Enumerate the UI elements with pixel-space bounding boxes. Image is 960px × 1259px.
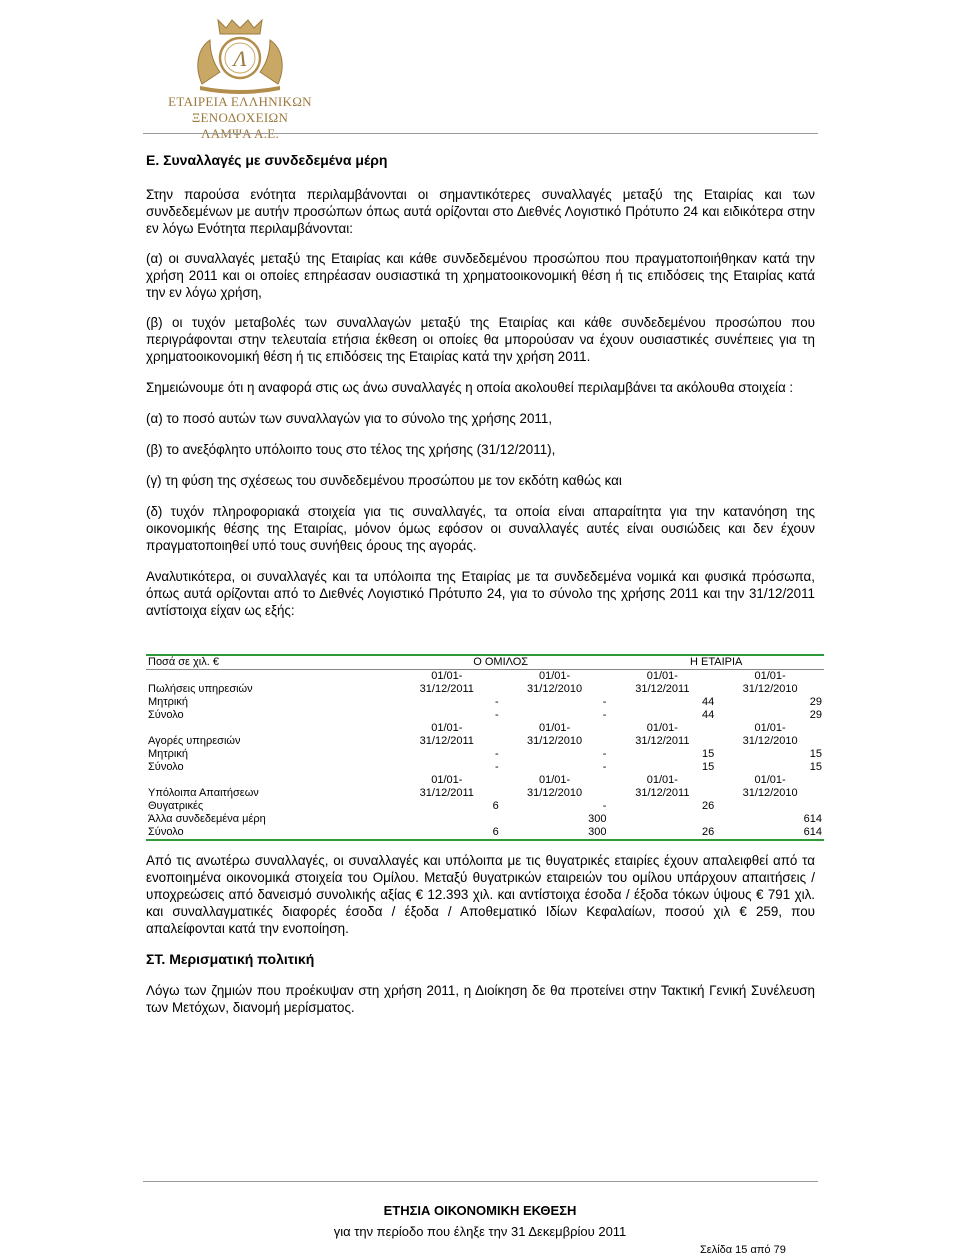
item-a: (α) το ποσό αυτών των συναλλαγών για το σύνολο της χρήσης 2011, — [146, 411, 553, 426]
row-value: 29 — [809, 709, 822, 721]
group-header: Ο ΟΜΙΛΟΣ — [393, 655, 609, 670]
table-row — [146, 748, 824, 761]
table-row — [146, 826, 824, 840]
period-cell: 01/01- 31/12/2010 — [742, 722, 798, 747]
footer-rule — [143, 1181, 818, 1182]
table-row — [146, 761, 824, 774]
row-label: Άλλα συνδεδεμένα μέρη — [148, 813, 266, 825]
after-table-content — [146, 852, 815, 1016]
row-label: Θυγατρικές — [148, 800, 204, 812]
period-cell: 01/01- 31/12/2010 — [742, 774, 798, 799]
company-header-cell: Η ΕΤΑΙΡΙΑ — [608, 655, 824, 670]
company-header — [140, 14, 340, 142]
period-cell: 01/01- 31/12/2010 — [527, 722, 583, 747]
row-value: 26 — [608, 826, 716, 840]
row-value: 6 — [393, 826, 501, 840]
section-header-receivables — [146, 774, 824, 800]
item-b: (β) το ανεξόφλητο υπόλοιπο τους στο τέλος της χρήσης (31/12/2011), — [146, 442, 556, 457]
row-value: - — [495, 709, 499, 721]
paragraph-a: (α) οι συναλλαγές μεταξύ της Εταιρίας και κάθε συνδεδεμένου προσώπου που πραγματοποιήθηκαν κατά την χρήση 2011 και οι οποίες επηρέασαν ουσιαστικά τη χρηματοοικονομική θέση ή τις επιδόσεις της Εταιρίας κατά την εν λόγω χρήση, — [146, 251, 815, 300]
paragraph-detail: Αναλυτικότερα, οι συναλλαγές και τα υπόλοιπα της Εταιρίας με τα συνδεδεμένα νομικά και φυσικά πρόσωπα, όπως αυτά ορίζονται από το Διεθνές Λογιστικό Πρότυπο 24, για το σύνολο της χρήσης 2011 και την 31/12/2011 αντίστοιχα είχαν ως εξής: — [146, 569, 815, 618]
amounts-label: Ποσά σε χιλ. € — [146, 655, 393, 670]
table-row — [146, 800, 824, 813]
row-value: 44 — [701, 709, 715, 721]
purchase-rows — [146, 748, 824, 774]
period-cell: 01/01- 31/12/2011 — [419, 670, 474, 695]
row-value: 15 — [809, 761, 822, 773]
row-value: 29 — [809, 696, 822, 708]
row-value: 15 — [701, 761, 715, 773]
period-cell: 01/01- 31/12/2011 — [419, 774, 474, 799]
footer-title: ΕΤΗΣΙΑ ΟΙΚΟΝΟΜΙΚΗ ΕΚΘΕΣΗ — [383, 1203, 577, 1218]
footer-subtitle: για την περίοδο που έληξε την 31 Δεκεμβρίου 2011 — [333, 1224, 627, 1239]
period-cell: 01/01- 31/12/2010 — [742, 670, 798, 695]
row-value: 614 — [803, 813, 822, 825]
row-value: 44 — [701, 696, 715, 708]
svg-text:Λ: Λ — [233, 46, 247, 71]
row-value: 26 — [701, 800, 715, 812]
period-cell: 01/01- 31/12/2011 — [419, 722, 474, 747]
row-value: 300 — [501, 826, 609, 840]
sales-rows — [146, 696, 824, 722]
row-value: - — [495, 761, 499, 773]
company-name-line2: ΛΑΜΨΑ Α.Ε. — [201, 126, 279, 141]
row-label: Σύνολο — [148, 709, 184, 721]
paragraph-b: (β) οι τυχόν μεταβολές των συναλλαγών μεταξύ της Εταιρίας και κάθε συνδεδεμένου προσώπου που περιγράφονται στην τελευταία ετήσια έκθεση οι οποίες θα μπορούσαν να έχουν ουσιαστικές συνέπειες για τη χρηματοοικονομική θέση ή τις επιδόσεις της Εταιρίας κατά την χρήση 2011. — [146, 315, 815, 364]
row-value — [393, 813, 501, 826]
row-value: 614 — [716, 826, 824, 840]
row-value: 6 — [492, 800, 499, 812]
paragraph-note: Σημειώνουμε ότι η αναφορά στις ως άνω συναλλαγές η οποία ακολουθεί περιλαμβάνει τα ακόλουθα στοιχεία : — [146, 380, 794, 395]
row-value — [608, 813, 716, 826]
paragraph-elimination: Από τις ανωτέρω συναλλαγές, οι συναλλαγές και υπόλοιπα με τις θυγατρικές εταιρίες έχουν απαλειφθεί από τα ενοποιημένα οικονομικά στοιχεία του Ομίλου. Μεταξύ θυγατρικών εταιρειών του ομίλου υπάρχουν απαιτήσεις / υποχρεώσεις από δανεισμό συνολικής αξίας € 12.393 χιλ. και αντίστοιχα έσοδα / έξοδα τόκων ύψους € 791 χιλ. και συναλλαγματικές διαφορές έσοδα / έξοδα / Αποθεματικό Ιδίων Κεφαλαίων, ποσού χιλ € 259, που απαλείφονται κατά την ενοποίηση. — [146, 853, 815, 936]
section-header-sales — [146, 670, 824, 697]
section-content — [146, 152, 815, 619]
sales-label: Πωλήσεις υπηρεσιών — [148, 683, 253, 695]
table-row — [146, 696, 824, 709]
receivable-rows — [146, 800, 824, 840]
period-cell: 01/01- 31/12/2011 — [635, 774, 690, 799]
row-value: - — [495, 696, 499, 708]
header-rule — [143, 133, 818, 134]
section-header-purchases — [146, 722, 824, 748]
row-value: - — [602, 709, 607, 721]
company-name-line1: ΕΤΑΙΡΕΙΑ ΕΛΛΗΝΙΚΩΝ ΞΕΝΟΔΟΧΕΙΩΝ — [168, 94, 312, 125]
related-party-table — [146, 654, 824, 841]
section-st-heading: ΣΤ. Μερισματική πολιτική — [146, 951, 315, 967]
row-label: Μητρική — [148, 748, 188, 760]
period-cell: 01/01- 31/12/2011 — [635, 670, 690, 695]
paragraph-intro: Στην παρούσα ενότητα περιλαμβάνονται οι σημαντικότερες συναλλαγές μεταξύ της Εταιρίας και των συνδεδεμένων με αυτήν προσώπων όπως αυτά ορίζονται στο Διεθνές Λογιστικό Πρότυπο 24 και ειδικότερα στην εν λόγω Ενότητα περιλαμβάνονται: — [146, 187, 815, 236]
row-value: - — [602, 761, 607, 773]
page-number: Σελίδα 15 από 79 — [700, 1244, 786, 1256]
item-c: (γ) τη φύση της σχέσεως του συνδεδεμένου προσώπου με τον εκδότη καθώς και — [146, 473, 622, 488]
coat-of-arms-logo-icon — [180, 14, 300, 94]
paragraph-dividend: Λόγω των ζημιών που προέκυψαν στη χρήση 2011, η Διοίκηση δε θα προτείνει στην Τακτική Γενική Συνέλευση των Μετόχων, διανομή μερίσματος. — [146, 983, 815, 1015]
table-header-row — [146, 655, 824, 670]
row-value — [716, 800, 824, 813]
row-value: - — [602, 748, 607, 760]
receivables-label: Υπόλοιπα Απαιτήσεων — [148, 787, 259, 799]
period-cell: 01/01- 31/12/2010 — [527, 670, 583, 695]
section-e-heading: Ε. Συναλλαγές με συνδεδεμένα μέρη — [146, 152, 388, 168]
row-value: - — [495, 748, 499, 760]
period-cell: 01/01- 31/12/2011 — [635, 722, 690, 747]
table-row — [146, 813, 824, 826]
table-row — [146, 709, 824, 722]
row-value: 300 — [588, 813, 607, 825]
row-value: - — [602, 696, 607, 708]
item-d: (δ) τυχόν πληροφοριακά στοιχεία για τις συναλλαγές, τα οποία είναι απαραίτητα για την κατανόηση της οικονομικής θέσης της Εταιρίας, μόνον όμως εφόσον οι συναλλαγές αυτές είναι ουσιώδεις και δεν έχουν πραγματοποιηθεί υπό τους συνήθεις όρους της αγοράς. — [146, 504, 815, 553]
row-value: 15 — [809, 748, 822, 760]
purchases-label: Αγορές υπηρεσιών — [148, 735, 241, 747]
row-value: 15 — [701, 748, 715, 760]
row-label: Σύνολο — [148, 761, 184, 773]
period-cell: 01/01- 31/12/2010 — [527, 774, 583, 799]
row-label: Σύνολο — [146, 826, 393, 840]
row-value: - — [602, 800, 607, 812]
row-label: Μητρική — [148, 696, 188, 708]
